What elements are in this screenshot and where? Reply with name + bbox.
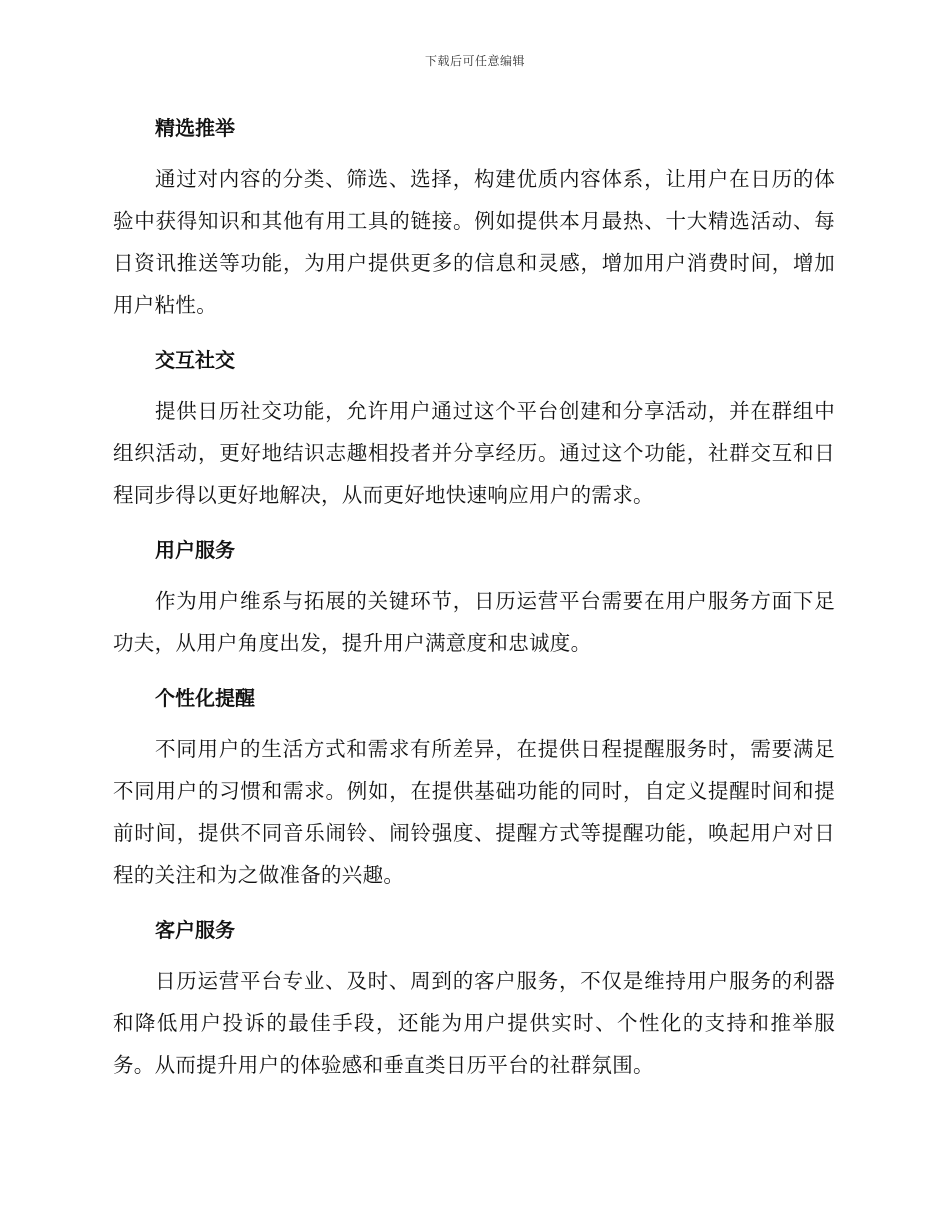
page-header: 下载后可任意编辑 bbox=[424, 54, 525, 68]
section-customer-service bbox=[113, 910, 835, 1086]
section-heading: 用户服务 bbox=[155, 538, 235, 562]
section-heading: 个性化提醒 bbox=[155, 686, 255, 710]
section-user-service bbox=[113, 530, 835, 664]
document-body bbox=[113, 108, 835, 1100]
section-paragraph: 提供日历社交功能，允许用户通过这个平台创建和分享活动，并在群组中组织活动，更好地结识志趣相投者并分享经历。通过这个功能，社群交互和日程同步得以更好地解决，从而更好地快速响应用户的需求。 bbox=[113, 399, 835, 507]
section-heading: 客户服务 bbox=[155, 918, 235, 942]
section-heading: 交互社交 bbox=[155, 348, 235, 372]
section-paragraph: 日历运营平台专业、及时、周到的客户服务，不仅是维持用户服务的利器和降低用户投诉的最佳手段，还能为用户提供实时、个性化的支持和推举服务。从而提升用户的体验感和垂直类日历平台的社群氛围。 bbox=[113, 969, 835, 1077]
section-personal-reminder bbox=[113, 678, 835, 896]
section-paragraph: 不同用户的生活方式和需求有所差异，在提供日程提醒服务时，需要满足不同用户的习惯和需求。例如，在提供基础功能的同时，自定义提醒时间和提前时间，提供不同音乐闹铃、闹铃强度、提醒方式等提醒功能，唤起用户对日程的关注和为之做准备的兴趣。 bbox=[113, 737, 835, 887]
section-heading: 精选推举 bbox=[155, 116, 235, 140]
section-social bbox=[113, 340, 835, 516]
section-featured bbox=[113, 108, 835, 326]
section-paragraph: 作为用户维系与拓展的关键环节，日历运营平台需要在用户服务方面下足功夫，从用户角度出发，提升用户满意度和忠诚度。 bbox=[113, 589, 835, 655]
section-paragraph: 通过对内容的分类、筛选、选择，构建优质内容体系，让用户在日历的体验中获得知识和其他有用工具的链接。例如提供本月最热、十大精选活动、每日资讯推送等功能，为用户提供更多的信息和灵感，增加用户消费时间，增加用户粘性。 bbox=[113, 167, 835, 317]
